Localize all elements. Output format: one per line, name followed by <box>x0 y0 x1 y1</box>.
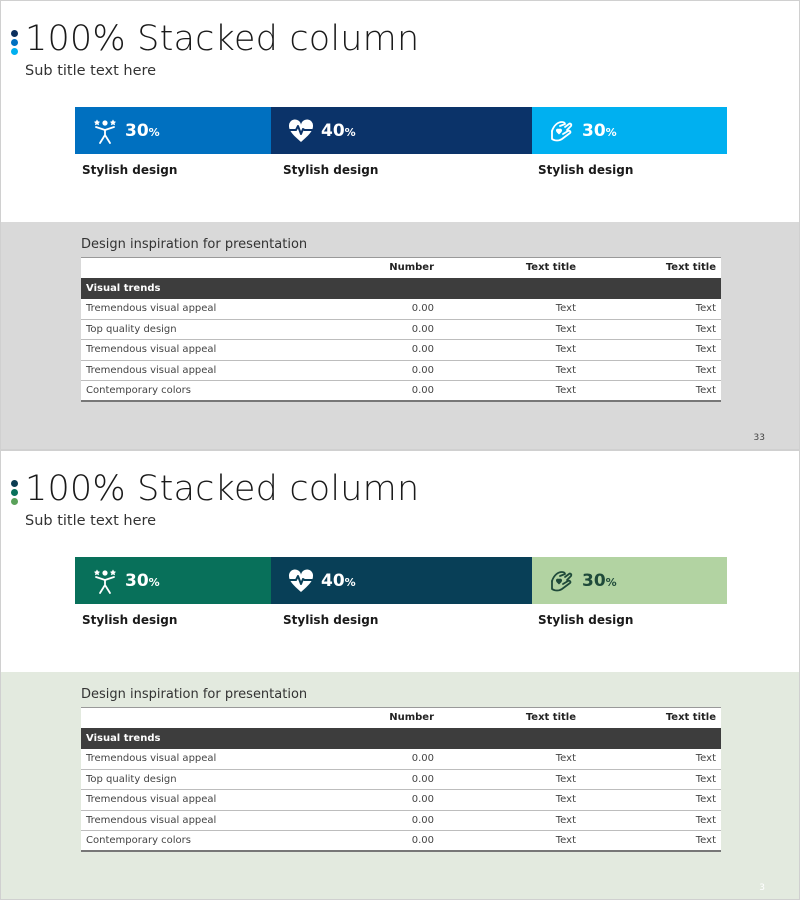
title-dot <box>11 48 18 55</box>
table-cell: Text <box>581 340 721 361</box>
slide-header-area <box>1 1 800 222</box>
segment-label: Stylish design <box>538 163 634 177</box>
table-cell: Text <box>581 810 721 831</box>
table-cell: 0.00 <box>301 749 439 770</box>
table-cell: Tremendous visual appeal <box>81 790 301 811</box>
table-area <box>1 672 800 900</box>
table-cell: 0.00 <box>301 831 439 852</box>
heart-pulse-icon <box>287 117 315 145</box>
table-cell: Tremendous visual appeal <box>81 299 301 320</box>
segment-value: 30% <box>125 570 160 591</box>
table-cell: Tremendous visual appeal <box>81 340 301 361</box>
table-cell: Text <box>439 749 581 770</box>
segment-value: 40% <box>321 570 356 591</box>
table-header: Number <box>301 258 439 278</box>
segment-label: Stylish design <box>82 163 178 177</box>
person-star-icon <box>91 567 119 595</box>
segment-value: 30% <box>582 120 617 141</box>
data-table <box>81 707 721 852</box>
segment-value: 30% <box>125 120 160 141</box>
page-number: 33 <box>753 433 765 443</box>
table-cell: Text <box>439 360 581 381</box>
table-group-row <box>81 728 721 749</box>
data-table <box>81 257 721 402</box>
segment-value: 40% <box>321 120 356 141</box>
table-title: Design inspiration for presentation <box>81 687 308 702</box>
bar-segment <box>532 557 727 604</box>
table-group-row <box>81 278 721 299</box>
title-dot <box>11 489 18 496</box>
table-title: Design inspiration for presentation <box>81 237 308 252</box>
table-cell: Text <box>439 340 581 361</box>
table-cell: 0.00 <box>301 381 439 402</box>
slide-title: 100% Stacked column <box>25 19 420 59</box>
title-dot <box>11 498 18 505</box>
table-cell: Top quality design <box>81 319 301 340</box>
table-cell: 0.00 <box>301 360 439 381</box>
table-cell: Tremendous visual appeal <box>81 749 301 770</box>
table-cell: Text <box>581 790 721 811</box>
table-cell: Text <box>439 831 581 852</box>
slide-2 <box>0 450 800 900</box>
table-row <box>81 340 721 361</box>
table-header: Text title <box>439 708 581 728</box>
table-cell: Text <box>581 831 721 852</box>
table-cell: Text <box>581 319 721 340</box>
segment-label: Stylish design <box>538 613 634 627</box>
table-cell: Text <box>581 360 721 381</box>
table-row <box>81 790 721 811</box>
heart-pulse-icon <box>287 567 315 595</box>
segment-value: 30% <box>582 570 617 591</box>
slide-header-area <box>1 451 800 672</box>
group-label: Visual trends <box>81 728 721 749</box>
table-cell: Top quality design <box>81 769 301 790</box>
table-header: Text title <box>581 708 721 728</box>
table-cell: Text <box>439 319 581 340</box>
table-cell: Text <box>581 381 721 402</box>
table-cell: Text <box>581 749 721 770</box>
bar-segment <box>532 107 727 154</box>
segment-labels <box>1 163 800 181</box>
slide-subtitle: Sub title text here <box>25 513 157 529</box>
person-star-icon <box>91 117 119 145</box>
segment-label: Stylish design <box>283 613 379 627</box>
table-header: Number <box>301 708 439 728</box>
slide-subtitle: Sub title text here <box>25 63 157 79</box>
segment-labels <box>1 613 800 631</box>
table-row <box>81 360 721 381</box>
hand-heart-icon <box>548 567 576 595</box>
slide-title: 100% Stacked column <box>25 469 420 509</box>
stacked-bar <box>75 107 727 154</box>
table-area <box>1 222 800 450</box>
table-row <box>81 319 721 340</box>
title-dots <box>11 30 19 57</box>
title-dots <box>11 480 19 507</box>
title-dot <box>11 39 18 46</box>
table-header: Text title <box>439 258 581 278</box>
table-cell: Text <box>439 769 581 790</box>
table-header <box>81 258 301 278</box>
table-cell: 0.00 <box>301 319 439 340</box>
table-row <box>81 769 721 790</box>
table-row <box>81 749 721 770</box>
title-dot <box>11 480 18 487</box>
table-cell: 0.00 <box>301 769 439 790</box>
table-row <box>81 831 721 852</box>
bar-segment <box>75 107 271 154</box>
table-cell: Tremendous visual appeal <box>81 360 301 381</box>
table-cell: Text <box>439 299 581 320</box>
segment-label: Stylish design <box>82 613 178 627</box>
table-header <box>81 708 301 728</box>
table-cell: Text <box>439 790 581 811</box>
group-label: Visual trends <box>81 278 721 299</box>
table-cell: Tremendous visual appeal <box>81 810 301 831</box>
table-cell: Contemporary colors <box>81 831 301 852</box>
table-cell: Text <box>439 381 581 402</box>
stacked-bar <box>75 557 727 604</box>
table-cell: Text <box>581 769 721 790</box>
table-row <box>81 299 721 320</box>
table-cell: 0.00 <box>301 340 439 361</box>
table-cell: Text <box>439 810 581 831</box>
bar-segment <box>271 107 532 154</box>
table-cell: Text <box>581 299 721 320</box>
table-cell: 0.00 <box>301 299 439 320</box>
segment-label: Stylish design <box>283 163 379 177</box>
page-number: 3 <box>759 883 765 893</box>
bar-segment <box>75 557 271 604</box>
table-row <box>81 381 721 402</box>
table-cell: 0.00 <box>301 790 439 811</box>
table-cell: 0.00 <box>301 810 439 831</box>
table-row <box>81 810 721 831</box>
table-cell: Contemporary colors <box>81 381 301 402</box>
hand-heart-icon <box>548 117 576 145</box>
table-header: Text title <box>581 258 721 278</box>
title-dot <box>11 30 18 37</box>
bar-segment <box>271 557 532 604</box>
